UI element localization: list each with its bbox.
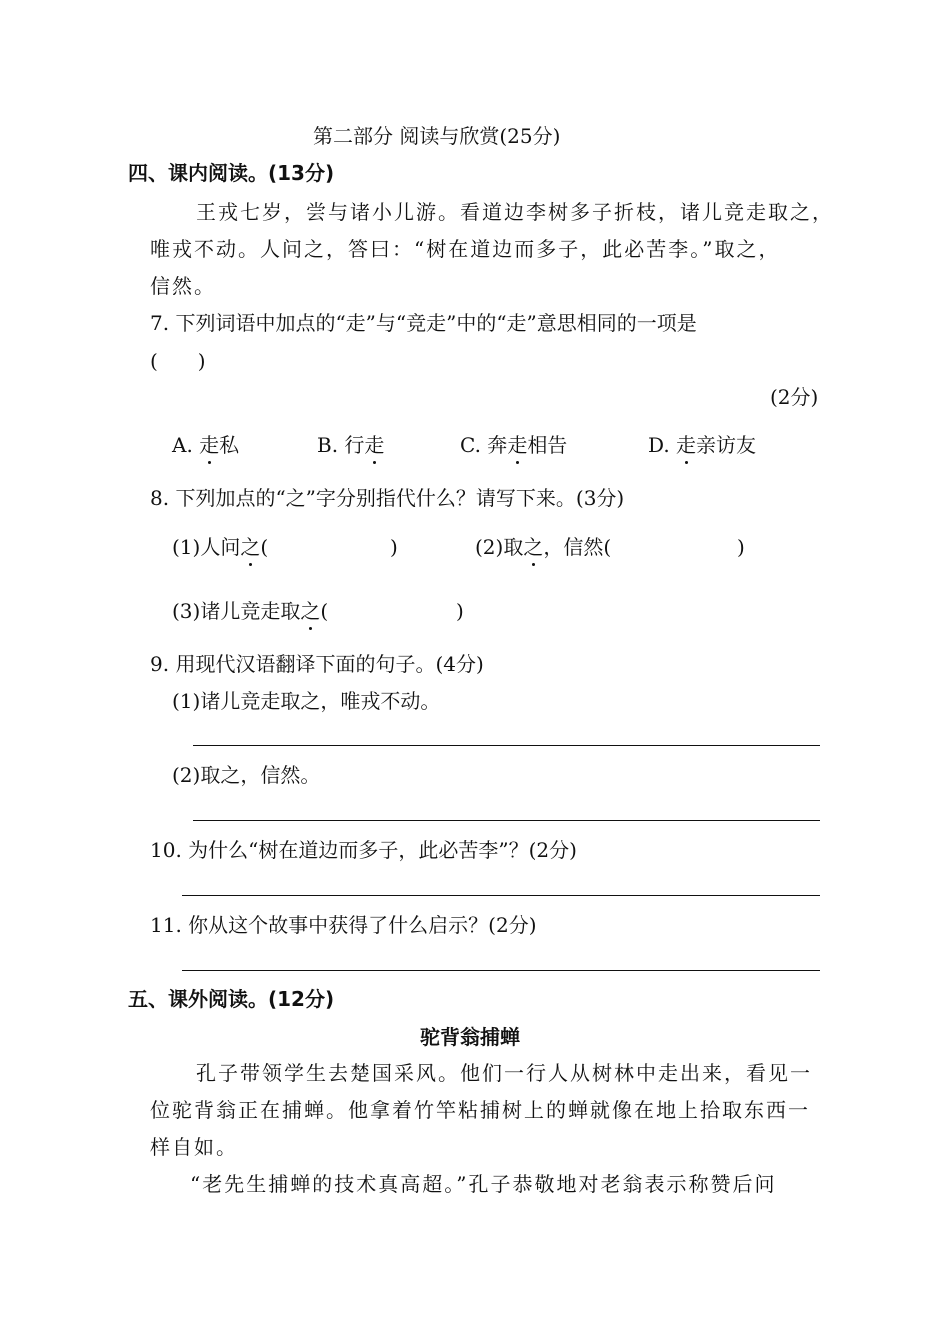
q7-stem: 7. 下列词语中加点的“走”与“竞走”中的“走”意思相同的一项是 <box>150 311 697 335</box>
q8-item-1-close: ) <box>390 535 398 559</box>
q9-stem: 9. 用现代汉语翻译下面的句子。(4分) <box>150 652 484 676</box>
emphasis-dot-char: 走 <box>364 433 385 457</box>
emphasis-dot-char: 之 <box>240 535 261 559</box>
q9-sub1: (1)诸儿竞走取之，唯戎不动。 <box>172 689 441 713</box>
emphasis-dot-char: 走 <box>199 433 220 457</box>
q7-blank: ( ) <box>150 349 206 373</box>
q7-score: (2分) <box>770 385 819 409</box>
passage4-line-2: 唯戎不动。人问之，答曰：“树在道边而多子，此必苦李。”取之， <box>150 237 781 261</box>
passage5-line-1: 孔子带领学生去楚国采风。他们一行人从树林中走出来，看见一 <box>196 1061 812 1085</box>
q9-sub2: (2)取之，信然。 <box>172 763 321 787</box>
emphasis-dot-char: 之 <box>523 535 544 559</box>
part-title: 第二部分 阅读与欣赏(25分) <box>313 124 561 148</box>
q9-answer-line-2[interactable] <box>193 820 820 821</box>
passage5-line-4: “老先生捕蝉的技术真高超。”孔子恭敬地对老翁表示称赞后问 <box>190 1172 777 1196</box>
q8-stem: 8. 下列加点的“之”字分别指代什么？请写下来。(3分) <box>150 486 625 510</box>
q8-item-3-close: ) <box>456 599 464 623</box>
passage4-line-3: 信然。 <box>150 274 216 298</box>
section4-heading: 四、课内阅读。(13分) <box>128 161 335 185</box>
q7-option-c: C. 奔走相告 <box>460 433 568 457</box>
passage4-line-1: 王戎七岁，尝与诸小儿游。看道边李树多子折枝，诸儿竞走取之， <box>196 200 834 224</box>
section5-heading: 五、课外阅读。(12分) <box>128 987 335 1011</box>
q10-stem: 10. 为什么“树在道边而多子，此必苦李”？(2分) <box>150 838 577 862</box>
story-title: 驼背翁捕蝉 <box>420 1025 520 1049</box>
passage5-line-3: 样自如。 <box>150 1135 238 1159</box>
q11-answer-line[interactable] <box>182 970 820 971</box>
q8-item-1: (1)人问之( <box>172 535 269 559</box>
q7-option-a: A. 走私 <box>172 433 240 457</box>
q9-answer-line-1[interactable] <box>193 745 820 746</box>
q10-answer-line[interactable] <box>182 895 820 896</box>
q8-item-2: (2)取之，信然( <box>475 535 612 559</box>
passage5-line-2: 位驼背翁正在捕蝉。他拿着竹竿粘捕树上的蝉就像在地上拾取东西一 <box>150 1098 810 1122</box>
q7-option-d: D. 走亲访友 <box>648 433 757 457</box>
emphasis-dot-char: 走 <box>676 433 697 457</box>
q11-stem: 11. 你从这个故事中获得了什么启示？(2分) <box>150 913 537 937</box>
q8-item-2-close: ) <box>737 535 745 559</box>
emphasis-dot-char: 走 <box>507 433 528 457</box>
q7-option-b: B. 行走 <box>317 433 385 457</box>
emphasis-dot-char: 之 <box>300 599 321 623</box>
q8-item-3: (3)诸儿竞走取之( <box>172 599 329 623</box>
